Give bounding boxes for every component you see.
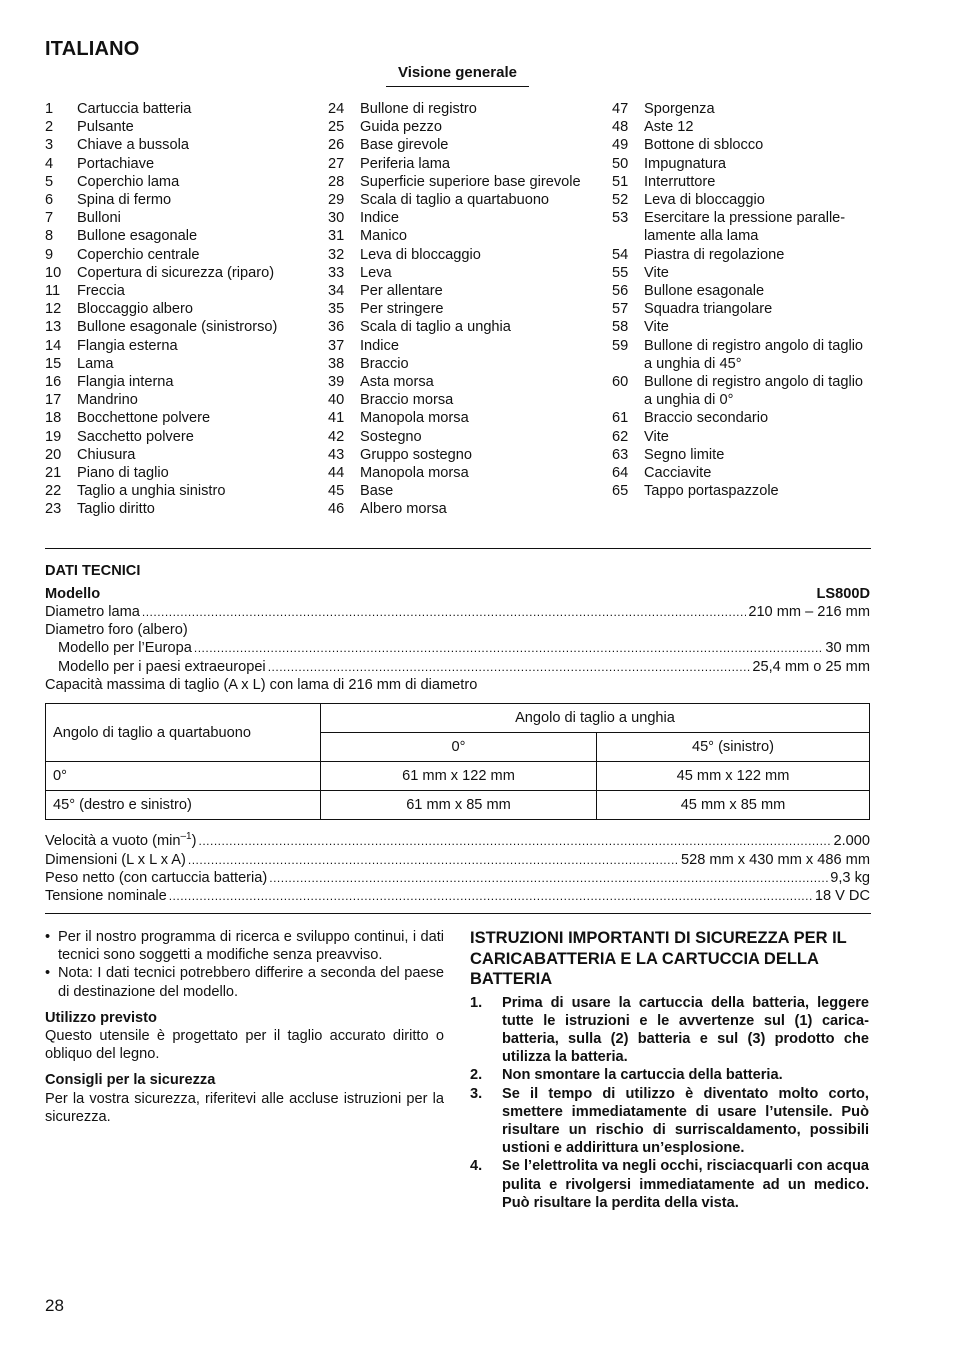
part-name: Spina di fermo	[77, 192, 172, 209]
part-number: 13	[45, 319, 62, 336]
part-number: 2	[45, 119, 54, 136]
part-name: Bullone di registro angolo di taglio a unghia di 45°	[644, 337, 864, 372]
part-name: Bulloni	[77, 210, 121, 227]
parts-list-item	[328, 173, 588, 191]
part-number: 37	[328, 337, 345, 354]
spec-value: 30 mm	[825, 640, 870, 656]
part-number: 25	[328, 119, 345, 136]
parts-list-item	[612, 464, 872, 482]
spec-model-label: Modello	[45, 586, 101, 602]
part-name: Asta morsa	[360, 374, 434, 391]
parts-list-item	[328, 264, 588, 282]
part-name: Tappo portaspazzole	[644, 483, 779, 500]
parts-list-item	[45, 500, 305, 518]
spec-label	[45, 832, 196, 850]
part-name: Bullone esagonale (sinistrorso)	[77, 319, 278, 336]
part-name: Flangia esterna	[77, 337, 178, 354]
spec-value: 9,3 kg	[830, 870, 870, 886]
spec-model-row	[45, 585, 870, 603]
part-number: 34	[328, 283, 345, 300]
parts-list-item	[45, 446, 305, 464]
part-number: 45	[328, 483, 345, 500]
part-name: Indice	[360, 210, 399, 227]
part-name: Pulsante	[77, 119, 134, 136]
part-name: Guida pezzo	[360, 119, 442, 136]
part-number: 61	[612, 410, 629, 427]
parts-list-item	[328, 246, 588, 264]
part-number: 39	[328, 374, 345, 391]
parts-list-item	[612, 100, 872, 118]
part-number: 53	[612, 210, 629, 227]
parts-list-item	[45, 391, 305, 409]
spec-capacity-row	[45, 676, 870, 694]
part-number: 5	[45, 173, 54, 190]
part-name: Leva	[360, 264, 392, 281]
battery-safety-title: ISTRUZIONI IMPORTANTI DI SICUREZZA PER IL CARICABATTERIA E LA CARTUCCIA DELLA BATTERIA	[470, 929, 847, 988]
part-name: Coperchio centrale	[77, 246, 200, 263]
parts-list-item	[328, 282, 588, 300]
part-number: 7	[45, 210, 54, 227]
part-name: Base girevole	[360, 137, 449, 154]
part-name: Taglio a unghia sinistro	[77, 483, 226, 500]
part-number: 52	[612, 192, 629, 209]
part-number: 12	[45, 301, 62, 318]
cutting-capacity-table	[45, 703, 870, 820]
part-number: 63	[612, 446, 629, 463]
parts-list-column-2	[328, 100, 588, 519]
part-number: 32	[328, 246, 345, 263]
part-name: Manopola morsa	[360, 465, 469, 482]
part-name: Base	[360, 483, 394, 500]
miter-cell: 45° (destro e sinistro)	[46, 791, 321, 820]
part-number: 57	[612, 301, 629, 318]
safety-instruction	[470, 994, 869, 1067]
part-number: 55	[612, 264, 629, 281]
part-number: 17	[45, 392, 62, 409]
part-number: 24	[328, 101, 345, 117]
part-number: 33	[328, 264, 345, 281]
part-number: 10	[45, 264, 62, 281]
part-name: Leva di bloccaggio	[360, 246, 481, 263]
parts-list-item	[612, 337, 872, 373]
part-number: 23	[45, 501, 62, 518]
spec-voltage-row	[45, 887, 870, 905]
part-number: 36	[328, 319, 345, 336]
parts-list-item	[612, 428, 872, 446]
part-number: 35	[328, 301, 345, 318]
parts-list-item	[45, 282, 305, 300]
instruction-text: Prima di usare la cartuccia della batteria, leggere tutte le istruzioni e le avvertenze sul (1) carica-batteria, sulla (2) batteria e sul (3) prodotto che utilizza la batteria.	[502, 994, 869, 1066]
instruction-text: Non smontare la cartuccia della batteria.	[502, 1067, 783, 1084]
part-name: Aste 12	[644, 119, 694, 136]
parts-list-item	[45, 264, 305, 282]
bullet-glyph: •	[45, 929, 51, 945]
parts-list-item	[328, 100, 588, 118]
part-name: Piastra di regolazione	[644, 246, 785, 263]
part-number: 20	[45, 446, 62, 463]
value-cell: 61 mm x 85 mm	[321, 791, 597, 820]
part-name: Bullone di registro angolo di taglio a unghia di 0°	[644, 374, 864, 409]
part-number: 58	[612, 319, 629, 336]
instruction-number: 2.	[470, 1067, 483, 1084]
part-number: 59	[612, 337, 629, 354]
instruction-text: Se l’elettrolita va negli occhi, risciacquarli con acqua pulita e rivolgersi immediatamente ad un medico. Può risultare la perdita della vista.	[502, 1158, 869, 1211]
value-cell: 61 mm x 122 mm	[321, 762, 597, 791]
part-name: Braccio morsa	[360, 392, 454, 409]
parts-list-item	[328, 409, 588, 427]
part-number: 8	[45, 228, 54, 245]
parts-list-item	[612, 318, 872, 336]
part-name: Bullone di registro	[360, 101, 477, 117]
note-bullet	[45, 928, 444, 964]
parts-list-item	[328, 428, 588, 446]
leader-dots	[269, 869, 828, 887]
part-number: 47	[612, 101, 629, 117]
parts-list-item	[45, 246, 305, 264]
part-name: Sostegno	[360, 428, 422, 445]
leader-dots	[268, 658, 751, 676]
part-name: Interruttore	[644, 173, 716, 190]
speed-unit-superscript: –1	[180, 832, 192, 843]
part-name: Cartuccia batteria	[77, 101, 192, 117]
intended-use-title: Utilizzo previsto	[45, 1009, 157, 1026]
part-number: 42	[328, 428, 345, 445]
part-number: 1	[45, 101, 54, 117]
part-number: 4	[45, 155, 54, 172]
part-number: 62	[612, 428, 629, 445]
part-name: Mandrino	[77, 392, 138, 409]
parts-list-item	[45, 100, 305, 118]
table-row	[46, 791, 870, 820]
parts-list-item	[328, 191, 588, 209]
instruction-number: 4.	[470, 1158, 483, 1175]
parts-list-item	[328, 118, 588, 136]
parts-list-item	[45, 482, 305, 500]
parts-list-item	[328, 373, 588, 391]
note-text: Nota: I dati tecnici potrebbero differire a seconda del paese di destinazione del modello.	[58, 965, 444, 1000]
spec-label: Diametro foro (albero)	[45, 622, 188, 638]
spec-label: Modello per i paesi extraeuropei	[58, 659, 266, 675]
part-number: 64	[612, 465, 629, 482]
parts-list-item	[45, 173, 305, 191]
parts-list-item	[328, 300, 588, 318]
part-name: Per allentare	[360, 283, 443, 300]
bullet-glyph: •	[45, 965, 51, 982]
part-name: Bocchettone polvere	[77, 410, 211, 427]
safety-instruction	[470, 1157, 869, 1212]
parts-list-item	[45, 337, 305, 355]
spec-label: Peso netto (con cartuccia batteria)	[45, 870, 268, 886]
parts-list-item	[612, 191, 872, 209]
part-number: 27	[328, 155, 345, 172]
part-number: 14	[45, 337, 62, 354]
spec-label: Capacità massima di taglio (A x L) con lama di 216 mm di diametro	[45, 677, 478, 693]
part-name: Chiusura	[77, 446, 136, 463]
miter-header-cell: Angolo di taglio a quartabuono	[46, 704, 321, 762]
parts-list-item	[45, 227, 305, 245]
parts-list-item	[45, 318, 305, 336]
part-name: Impugnatura	[644, 155, 726, 172]
part-name: Taglio diritto	[77, 501, 155, 518]
part-name: Chiave a bussola	[77, 137, 189, 154]
part-name: Vite	[644, 319, 669, 336]
spec-europe-row	[58, 639, 870, 657]
part-number: 46	[328, 501, 345, 518]
spec-label: Diametro lama	[45, 604, 140, 620]
part-name: Scala di taglio a unghia	[360, 319, 511, 336]
spec-dimensions-row	[45, 851, 870, 869]
spec-speed-row	[45, 832, 870, 850]
spec-value: 210 mm – 216 mm	[748, 604, 870, 620]
spec-blade-diameter-row	[45, 603, 870, 621]
part-number: 26	[328, 137, 345, 154]
parts-list-item	[45, 409, 305, 427]
part-number: 29	[328, 192, 345, 209]
spec-label: Modello per l’Europa	[58, 640, 192, 656]
part-number: 40	[328, 392, 345, 409]
part-name: Gruppo sostegno	[360, 446, 472, 463]
parts-list-item	[612, 155, 872, 173]
parts-list-item	[328, 318, 588, 336]
part-name: Cacciavite	[644, 465, 712, 482]
parts-list-item	[45, 300, 305, 318]
part-number: 6	[45, 192, 54, 209]
parts-list-item	[612, 173, 872, 191]
parts-list-item	[612, 246, 872, 264]
parts-list-item	[612, 136, 872, 154]
part-name: Indice	[360, 337, 399, 354]
parts-list-item	[612, 264, 872, 282]
part-number: 38	[328, 355, 345, 372]
note-bullet	[45, 964, 444, 1000]
leader-dots	[198, 832, 831, 850]
spec-value: 2.000	[833, 833, 870, 849]
value-cell: 45 mm x 85 mm	[597, 791, 870, 820]
parts-list-item	[328, 227, 588, 245]
parts-list-item	[612, 209, 872, 245]
parts-list-item	[45, 155, 305, 173]
part-name: Superficie superiore base girevole	[360, 173, 581, 190]
spec-value: 528 mm x 430 mm x 486 mm	[681, 852, 870, 868]
part-number: 31	[328, 228, 345, 245]
part-number: 60	[612, 374, 629, 391]
safety-instruction	[470, 1066, 869, 1084]
part-number: 19	[45, 428, 62, 445]
part-name: Segno limite	[644, 446, 725, 463]
intended-use-text: Questo utensile è progettato per il taglio accurato diritto o obliquo del legno.	[45, 1028, 444, 1063]
part-number: 18	[45, 410, 62, 427]
battery-safety-section	[470, 928, 869, 1212]
part-name: Leva di bloccaggio	[644, 192, 765, 209]
part-number: 28	[328, 173, 345, 190]
part-name: Bottone di sblocco	[644, 137, 764, 154]
parts-list-item	[612, 409, 872, 427]
part-name: Piano di taglio	[77, 465, 169, 482]
leader-dots	[188, 851, 679, 869]
speed-label-text: Velocità a vuoto (min	[45, 833, 181, 849]
parts-list-item	[45, 464, 305, 482]
part-name: Squadra triangolare	[644, 301, 773, 318]
part-name: Bloccaggio albero	[77, 301, 194, 318]
parts-list-item	[328, 446, 588, 464]
instruction-number: 1.	[470, 994, 483, 1011]
spec-label: Dimensioni (L x L x A)	[45, 852, 186, 868]
page-number: 28	[45, 1296, 64, 1315]
part-number: 51	[612, 173, 629, 190]
safety-advice-title: Consigli per la sicurezza	[45, 1072, 216, 1089]
table-row	[46, 762, 870, 791]
part-name: Portachiave	[77, 155, 155, 172]
part-number: 50	[612, 155, 629, 172]
part-name: Periferia lama	[360, 155, 451, 172]
battery-safety-list	[470, 994, 869, 1212]
parts-list-item	[328, 500, 588, 518]
spec-non-europe-row	[58, 658, 870, 676]
spec-value: 25,4 mm o 25 mm	[752, 659, 870, 675]
language-heading: ITALIANO	[45, 38, 140, 60]
parts-list-item	[328, 391, 588, 409]
note-text: Per il nostro programma di ricerca e sviluppo continui, i dati tecnici sono soggetti a modifiche senza preavviso.	[58, 929, 444, 964]
parts-list-item	[328, 464, 588, 482]
part-name: Flangia interna	[77, 374, 174, 391]
part-number: 21	[45, 465, 62, 482]
part-number: 22	[45, 483, 62, 500]
parts-list-item	[45, 209, 305, 227]
left-notes-column	[45, 928, 444, 1126]
parts-list-item	[612, 446, 872, 464]
parts-list-item	[328, 209, 588, 227]
part-number: 43	[328, 446, 345, 463]
part-number: 65	[612, 483, 629, 500]
instruction-text: Se il tempo di utilizzo è diventato molto corto, smettere immediatamente di usare l’utensile. Può risultare un rischio di surriscaldamento, possibili ustioni e addirittura un’esplosione.	[502, 1085, 869, 1157]
part-name: Bullone esagonale	[77, 228, 198, 245]
part-name: Per stringere	[360, 301, 444, 318]
value-cell: 45 mm x 122 mm	[597, 762, 870, 791]
parts-list-item	[328, 482, 588, 500]
leader-dots	[142, 603, 746, 621]
part-name: Sporgenza	[644, 101, 715, 117]
parts-list-item	[45, 428, 305, 446]
miter-cell: 0°	[46, 762, 321, 791]
part-name: Copertura di sicurezza (riparo)	[77, 264, 275, 281]
parts-list-column-1	[45, 100, 305, 519]
part-name: Bullone esagonale	[644, 283, 765, 300]
leader-dots	[169, 887, 813, 905]
part-name: Braccio	[360, 355, 409, 372]
part-number: 49	[612, 137, 629, 154]
part-number: 30	[328, 210, 345, 227]
parts-list-item	[612, 118, 872, 136]
parts-list-item	[328, 155, 588, 173]
parts-list-item	[328, 136, 588, 154]
divider	[45, 913, 871, 914]
part-name: Esercitare la pressione paralle-lamente alla lama	[644, 210, 846, 245]
part-number: 9	[45, 246, 54, 263]
speed-label-close: )	[191, 833, 197, 849]
part-name: Sacchetto polvere	[77, 428, 194, 445]
part-name: Coperchio lama	[77, 173, 180, 190]
spec-weight-row	[45, 869, 870, 887]
parts-list-item	[45, 355, 305, 373]
divider	[45, 548, 871, 549]
part-number: 15	[45, 355, 62, 372]
safety-instruction	[470, 1085, 869, 1158]
part-name: Freccia	[77, 283, 125, 300]
bevel-0-header-cell: 0°	[321, 733, 597, 762]
parts-list-item	[45, 118, 305, 136]
parts-list-item	[612, 373, 872, 409]
spec-model-value: LS800D	[816, 586, 870, 602]
part-number: 44	[328, 465, 345, 482]
parts-list-item	[45, 373, 305, 391]
spec-hole-diameter-row	[45, 621, 870, 639]
specs-title: DATI TECNICI	[45, 563, 141, 579]
part-name: Albero morsa	[360, 501, 447, 518]
overview-title: Visione generale	[386, 64, 529, 87]
part-name: Braccio secondario	[644, 410, 769, 427]
parts-list-item	[328, 355, 588, 373]
part-name: Manico	[360, 228, 408, 245]
part-number: 54	[612, 246, 629, 263]
part-name: Lama	[77, 355, 114, 372]
part-number: 41	[328, 410, 345, 427]
spec-label: Tensione nominale	[45, 888, 167, 904]
part-name: Vite	[644, 428, 669, 445]
safety-advice-text: Per la vostra sicurezza, riferitevi alle accluse istruzioni per la sicurezza.	[45, 1090, 444, 1125]
instruction-number: 3.	[470, 1085, 483, 1102]
bevel-45-header-cell: 45° (sinistro)	[597, 733, 870, 762]
bevel-header-cell: Angolo di taglio a unghia	[321, 704, 870, 733]
spec-value: 18 V DC	[814, 888, 870, 904]
leader-dots	[194, 639, 824, 657]
parts-list-item	[612, 482, 872, 500]
part-number: 56	[612, 283, 629, 300]
part-number: 11	[45, 283, 61, 300]
parts-list-item	[612, 300, 872, 318]
parts-list-item	[45, 191, 305, 209]
part-name: Scala di taglio a quartabuono	[360, 192, 550, 209]
parts-list-item	[612, 282, 872, 300]
part-number: 3	[45, 137, 54, 154]
parts-list-item	[328, 337, 588, 355]
part-number: 48	[612, 119, 629, 136]
part-number: 16	[45, 374, 62, 391]
part-name: Vite	[644, 264, 669, 281]
parts-list-item	[45, 136, 305, 154]
part-name: Manopola morsa	[360, 410, 469, 427]
parts-list-column-3	[612, 100, 872, 500]
